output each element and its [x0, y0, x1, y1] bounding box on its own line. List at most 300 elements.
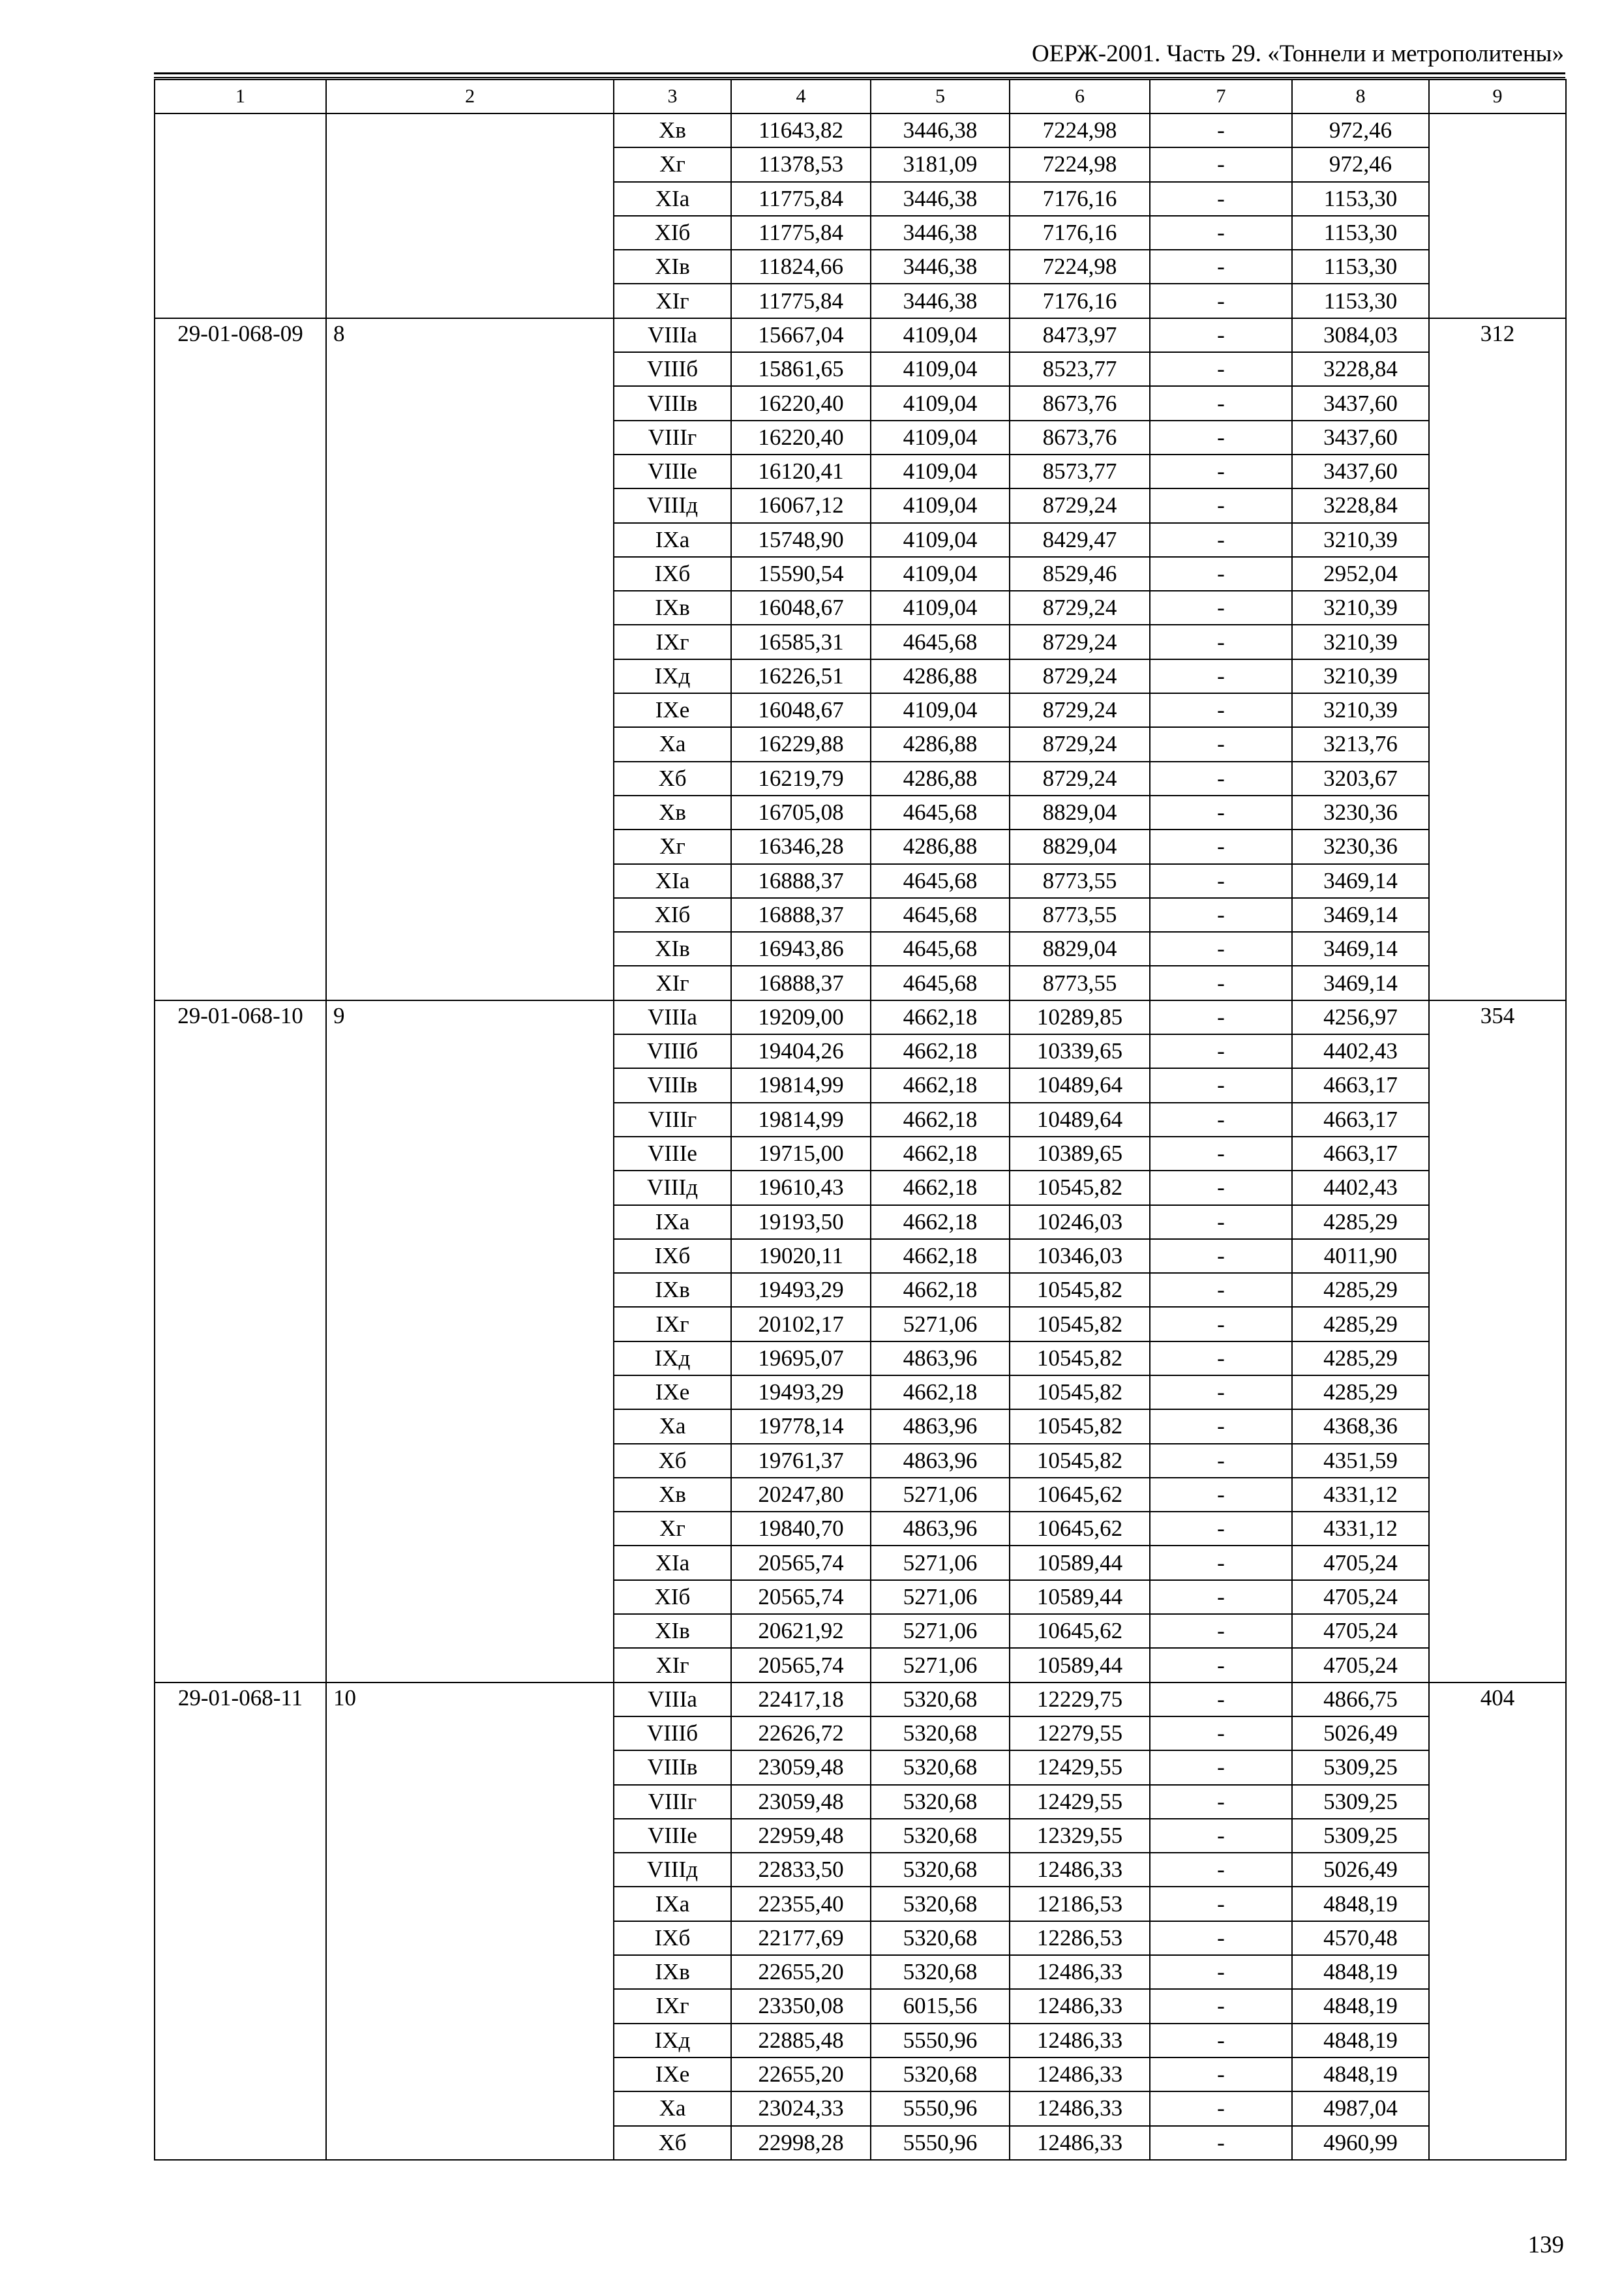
materials-cost: 4285,29	[1292, 1307, 1429, 1341]
machine-cost: 10489,64	[1010, 1103, 1150, 1137]
machinist-wages: -	[1150, 1478, 1292, 1512]
wages: 4109,04	[871, 455, 1010, 488]
wages: 4662,18	[871, 1171, 1010, 1204]
rate-code	[155, 113, 326, 318]
materials-cost: 1153,30	[1292, 182, 1429, 216]
row-label: IXб	[614, 1921, 731, 1955]
machine-cost: 8529,46	[1010, 557, 1150, 591]
row-label: VIIIа	[614, 318, 731, 352]
wages: 4645,68	[871, 898, 1010, 932]
materials-cost: 4705,24	[1292, 1546, 1429, 1579]
machine-cost: 8573,77	[1010, 455, 1150, 488]
machine-cost: 7224,98	[1010, 147, 1150, 181]
total-cost: 19778,14	[731, 1409, 871, 1443]
machine-cost: 8673,76	[1010, 386, 1150, 420]
machinist-wages: -	[1150, 1853, 1292, 1887]
machinist-wages: -	[1150, 1614, 1292, 1648]
materials-cost: 4663,17	[1292, 1103, 1429, 1137]
wages: 5271,06	[871, 1648, 1010, 1682]
materials-cost: 3203,67	[1292, 762, 1429, 796]
total-cost: 19814,99	[731, 1103, 871, 1137]
row-label: XIа	[614, 182, 731, 216]
total-cost: 15667,04	[731, 318, 871, 352]
row-label: Xа	[614, 727, 731, 761]
total-cost: 19840,70	[731, 1512, 871, 1546]
row-label: XIг	[614, 966, 731, 1000]
materials-cost: 3469,14	[1292, 898, 1429, 932]
machine-cost: 8829,04	[1010, 830, 1150, 863]
machinist-wages: -	[1150, 659, 1292, 693]
wages: 4662,18	[871, 1239, 1010, 1273]
total-cost: 16120,41	[731, 455, 871, 488]
machinist-wages: -	[1150, 1068, 1292, 1102]
machinist-wages: -	[1150, 796, 1292, 830]
machine-cost: 12279,55	[1010, 1716, 1150, 1750]
row-label: IXд	[614, 659, 731, 693]
row-label: Xб	[614, 1444, 731, 1478]
total-cost: 20621,92	[731, 1614, 871, 1648]
wages: 4109,04	[871, 386, 1010, 420]
machinist-wages: -	[1150, 1239, 1292, 1273]
rate-code: 29-01-068-11	[155, 1683, 326, 2160]
total-cost: 23024,33	[731, 2091, 871, 2125]
materials-cost: 4285,29	[1292, 1205, 1429, 1239]
rate-description: 9	[326, 1000, 614, 1683]
machinist-wages: -	[1150, 1375, 1292, 1409]
row-label: IXа	[614, 1205, 731, 1239]
machinist-wages: -	[1150, 1034, 1292, 1068]
wages: 5320,68	[871, 1853, 1010, 1887]
total-cost: 19695,07	[731, 1341, 871, 1375]
materials-cost: 4866,75	[1292, 1683, 1429, 1716]
wages: 6015,56	[871, 1989, 1010, 2023]
row-label: IXг	[614, 1989, 731, 2023]
row-label: VIIIг	[614, 421, 731, 455]
machinist-wages: -	[1150, 1444, 1292, 1478]
total-cost: 19814,99	[731, 1068, 871, 1102]
machine-cost: 10489,64	[1010, 1068, 1150, 1102]
machine-cost: 12486,33	[1010, 1955, 1150, 1989]
total-cost: 23059,48	[731, 1785, 871, 1819]
machine-cost: 8729,24	[1010, 659, 1150, 693]
materials-cost: 5026,49	[1292, 1716, 1429, 1750]
machinist-wages: -	[1150, 421, 1292, 455]
machine-cost: 10545,82	[1010, 1171, 1150, 1204]
total-cost: 16229,88	[731, 727, 871, 761]
machine-cost: 8523,77	[1010, 352, 1150, 386]
total-cost: 16346,28	[731, 830, 871, 863]
total-cost: 22833,50	[731, 1853, 871, 1887]
rate-description: 8	[326, 318, 614, 1000]
wages: 4645,68	[871, 966, 1010, 1000]
total-cost: 22885,48	[731, 2024, 871, 2057]
row-label: XIб	[614, 216, 731, 250]
machinist-wages: -	[1150, 1409, 1292, 1443]
row-label: VIIIв	[614, 1068, 731, 1102]
total-cost: 22655,20	[731, 2057, 871, 2091]
table-body	[155, 80, 1566, 2160]
materials-cost: 4848,19	[1292, 1989, 1429, 2023]
row-label: VIIIд	[614, 1171, 731, 1204]
total-cost: 16220,40	[731, 421, 871, 455]
machine-cost: 12486,33	[1010, 2126, 1150, 2160]
total-cost: 22998,28	[731, 2126, 871, 2160]
column-number: 2	[326, 80, 614, 113]
wages: 4109,04	[871, 488, 1010, 522]
machinist-wages: -	[1150, 591, 1292, 625]
machine-cost: 8729,24	[1010, 591, 1150, 625]
materials-cost: 4960,99	[1292, 2126, 1429, 2160]
machine-cost: 12486,33	[1010, 2024, 1150, 2057]
total-cost: 19761,37	[731, 1444, 871, 1478]
materials-cost: 5026,49	[1292, 1853, 1429, 1887]
machinist-wages: -	[1150, 1955, 1292, 1989]
row-label: IXе	[614, 2057, 731, 2091]
total-cost: 15590,54	[731, 557, 871, 591]
materials-cost: 1153,30	[1292, 216, 1429, 250]
total-cost: 16888,37	[731, 966, 871, 1000]
row-label: Xв	[614, 1478, 731, 1512]
total-cost: 16888,37	[731, 898, 871, 932]
column-number: 6	[1010, 80, 1150, 113]
wages: 5271,06	[871, 1546, 1010, 1579]
wages: 4645,68	[871, 932, 1010, 966]
machine-cost: 12429,55	[1010, 1750, 1150, 1784]
wages: 4286,88	[871, 830, 1010, 863]
machine-cost: 10246,03	[1010, 1205, 1150, 1239]
machinist-wages: -	[1150, 762, 1292, 796]
row-label: Xг	[614, 1512, 731, 1546]
materials-cost: 4705,24	[1292, 1648, 1429, 1682]
machinist-wages: -	[1150, 2024, 1292, 2057]
wages: 4863,96	[871, 1341, 1010, 1375]
total-cost: 19209,00	[731, 1000, 871, 1034]
rate-description	[326, 113, 614, 318]
machinist-wages: -	[1150, 216, 1292, 250]
wages: 4286,88	[871, 727, 1010, 761]
materials-cost: 3228,84	[1292, 488, 1429, 522]
machine-cost: 12486,33	[1010, 1989, 1150, 2023]
row-label: VIIIг	[614, 1103, 731, 1137]
total-cost: 11775,84	[731, 284, 871, 318]
materials-cost: 4663,17	[1292, 1068, 1429, 1102]
machinist-wages: -	[1150, 1716, 1292, 1750]
machinist-wages: -	[1150, 1000, 1292, 1034]
wages: 4662,18	[871, 1000, 1010, 1034]
machine-cost: 7176,16	[1010, 284, 1150, 318]
machine-cost: 8473,97	[1010, 318, 1150, 352]
rate-code: 29-01-068-10	[155, 1000, 326, 1683]
machinist-wages: -	[1150, 250, 1292, 284]
row-label: XIг	[614, 284, 731, 318]
materials-cost: 4848,19	[1292, 1887, 1429, 1921]
wages: 4662,18	[871, 1034, 1010, 1068]
total-cost: 16888,37	[731, 864, 871, 898]
machinist-wages: -	[1150, 488, 1292, 522]
total-cost: 19493,29	[731, 1273, 871, 1307]
row-label: VIIIб	[614, 1034, 731, 1068]
materials-cost: 3437,60	[1292, 455, 1429, 488]
machine-cost: 10389,65	[1010, 1137, 1150, 1171]
machine-cost: 7176,16	[1010, 216, 1150, 250]
machine-cost: 12286,53	[1010, 1921, 1150, 1955]
wages: 3446,38	[871, 113, 1010, 147]
total-cost: 11643,82	[731, 113, 871, 147]
materials-cost: 4351,59	[1292, 1444, 1429, 1478]
row-label: IXб	[614, 1239, 731, 1273]
materials-cost: 4987,04	[1292, 2091, 1429, 2125]
wages: 4662,18	[871, 1103, 1010, 1137]
materials-cost: 5309,25	[1292, 1819, 1429, 1853]
machinist-wages: -	[1150, 1546, 1292, 1579]
wages: 5550,96	[871, 2126, 1010, 2160]
row-label: XIв	[614, 932, 731, 966]
total-cost: 22959,48	[731, 1819, 871, 1853]
row-label: VIIIб	[614, 1716, 731, 1750]
machine-cost: 12186,53	[1010, 1887, 1150, 1921]
wages: 4662,18	[871, 1375, 1010, 1409]
wages: 4109,04	[871, 693, 1010, 727]
machine-cost: 12429,55	[1010, 1785, 1150, 1819]
materials-cost: 4402,43	[1292, 1034, 1429, 1068]
machine-cost: 8429,47	[1010, 523, 1150, 557]
materials-cost: 4705,24	[1292, 1614, 1429, 1648]
column-number: 7	[1150, 80, 1292, 113]
materials-cost: 3210,39	[1292, 625, 1429, 659]
wages: 4109,04	[871, 591, 1010, 625]
row-label: VIIIа	[614, 1000, 731, 1034]
machine-cost: 10545,82	[1010, 1307, 1150, 1341]
wages: 4662,18	[871, 1273, 1010, 1307]
materials-cost: 3084,03	[1292, 318, 1429, 352]
machinist-wages: -	[1150, 1819, 1292, 1853]
header-rule-thin	[154, 77, 1565, 78]
machinist-wages: -	[1150, 352, 1292, 386]
total-cost: 19020,11	[731, 1239, 871, 1273]
wages: 4645,68	[871, 864, 1010, 898]
wages: 5320,68	[871, 1785, 1010, 1819]
row-label: Xб	[614, 762, 731, 796]
machinist-wages: -	[1150, 1512, 1292, 1546]
materials-cost: 4663,17	[1292, 1137, 1429, 1171]
machine-cost: 10589,44	[1010, 1546, 1150, 1579]
row-label: Xв	[614, 113, 731, 147]
wages: 5320,68	[871, 1887, 1010, 1921]
row-label: XIа	[614, 1546, 731, 1579]
machine-cost: 12229,75	[1010, 1683, 1150, 1716]
wages: 4662,18	[871, 1068, 1010, 1102]
total-cost: 16067,12	[731, 488, 871, 522]
machinist-wages: -	[1150, 1171, 1292, 1204]
total-cost: 22177,69	[731, 1921, 871, 1955]
machinist-wages: -	[1150, 864, 1292, 898]
total-cost: 19404,26	[731, 1034, 871, 1068]
machine-cost: 8829,04	[1010, 932, 1150, 966]
wages: 4863,96	[871, 1512, 1010, 1546]
machine-cost: 10289,85	[1010, 1000, 1150, 1034]
machinist-wages: -	[1150, 1137, 1292, 1171]
materials-cost: 3228,84	[1292, 352, 1429, 386]
row-label: VIIIв	[614, 1750, 731, 1784]
row-label: VIIIв	[614, 386, 731, 420]
row-label: IXа	[614, 523, 731, 557]
materials-cost: 3210,39	[1292, 523, 1429, 557]
wages: 5320,68	[871, 1683, 1010, 1716]
materials-cost: 4705,24	[1292, 1580, 1429, 1614]
row-label: IXг	[614, 1307, 731, 1341]
materials-cost: 3230,36	[1292, 830, 1429, 863]
machinist-wages: -	[1150, 1580, 1292, 1614]
machinist-wages: -	[1150, 1273, 1292, 1307]
total-cost: 19193,50	[731, 1205, 871, 1239]
wages: 5271,06	[871, 1580, 1010, 1614]
machine-cost: 10545,82	[1010, 1409, 1150, 1443]
total-cost: 11824,66	[731, 250, 871, 284]
machinist-wages: -	[1150, 523, 1292, 557]
total-cost: 20565,74	[731, 1648, 871, 1682]
materials-cost: 3210,39	[1292, 659, 1429, 693]
machinist-wages: -	[1150, 1341, 1292, 1375]
machine-cost: 10545,82	[1010, 1341, 1150, 1375]
wages: 4109,04	[871, 523, 1010, 557]
row-label: VIIIд	[614, 1853, 731, 1887]
row-label: VIIIе	[614, 1137, 731, 1171]
wages: 3446,38	[871, 250, 1010, 284]
wages: 5550,96	[871, 2024, 1010, 2057]
wages: 4286,88	[871, 762, 1010, 796]
materials-cost: 1153,30	[1292, 284, 1429, 318]
wages: 3446,38	[871, 284, 1010, 318]
materials-cost: 4848,19	[1292, 2024, 1429, 2057]
total-cost: 11775,84	[731, 182, 871, 216]
row-label: VIIIе	[614, 455, 731, 488]
total-cost: 22417,18	[731, 1683, 871, 1716]
row-label: XIб	[614, 1580, 731, 1614]
materials-cost: 2952,04	[1292, 557, 1429, 591]
total-cost: 23059,48	[731, 1750, 871, 1784]
total-cost: 23350,08	[731, 1989, 871, 2023]
machine-cost: 10589,44	[1010, 1648, 1150, 1682]
row-label: VIIIб	[614, 352, 731, 386]
materials-cost: 4402,43	[1292, 1171, 1429, 1204]
total-cost: 22655,20	[731, 1955, 871, 1989]
total-cost: 15861,65	[731, 352, 871, 386]
materials-cost: 972,46	[1292, 113, 1429, 147]
machinist-wages: -	[1150, 898, 1292, 932]
wages: 5271,06	[871, 1478, 1010, 1512]
machinist-wages: -	[1150, 1750, 1292, 1784]
total-cost: 15748,90	[731, 523, 871, 557]
machine-cost: 10346,03	[1010, 1239, 1150, 1273]
total-cost: 19610,43	[731, 1171, 871, 1204]
machine-cost: 7176,16	[1010, 182, 1150, 216]
labor-hours: 312	[1429, 318, 1566, 1000]
wages: 4662,18	[871, 1205, 1010, 1239]
total-cost: 19493,29	[731, 1375, 871, 1409]
header-rule-thick	[154, 72, 1565, 74]
machinist-wages: -	[1150, 182, 1292, 216]
row-label: Xа	[614, 2091, 731, 2125]
total-cost: 20565,74	[731, 1546, 871, 1579]
total-cost: 19715,00	[731, 1137, 871, 1171]
row-label: XIв	[614, 1614, 731, 1648]
machinist-wages: -	[1150, 557, 1292, 591]
materials-cost: 4285,29	[1292, 1273, 1429, 1307]
total-cost: 20565,74	[731, 1580, 871, 1614]
materials-cost: 972,46	[1292, 147, 1429, 181]
machine-cost: 12486,33	[1010, 2057, 1150, 2091]
wages: 3181,09	[871, 147, 1010, 181]
total-cost: 16220,40	[731, 386, 871, 420]
wages: 4286,88	[871, 659, 1010, 693]
materials-cost: 3230,36	[1292, 796, 1429, 830]
row-label: IXг	[614, 625, 731, 659]
rates-table	[154, 79, 1567, 2161]
machine-cost: 8729,24	[1010, 727, 1150, 761]
page-number: 139	[1527, 2232, 1564, 2258]
machine-cost: 10645,62	[1010, 1478, 1150, 1512]
row-label: XIг	[614, 1648, 731, 1682]
wages: 4109,04	[871, 421, 1010, 455]
machine-cost: 12486,33	[1010, 2091, 1150, 2125]
wages: 4645,68	[871, 796, 1010, 830]
materials-cost: 3210,39	[1292, 693, 1429, 727]
materials-cost: 5309,25	[1292, 1750, 1429, 1784]
machinist-wages: -	[1150, 1307, 1292, 1341]
row-label: IXд	[614, 2024, 731, 2057]
machine-cost: 12329,55	[1010, 1819, 1150, 1853]
row-label: Xа	[614, 1409, 731, 1443]
total-cost: 16585,31	[731, 625, 871, 659]
total-cost: 16219,79	[731, 762, 871, 796]
machinist-wages: -	[1150, 1989, 1292, 2023]
total-cost: 16705,08	[731, 796, 871, 830]
materials-cost: 3210,39	[1292, 591, 1429, 625]
row-label: XIв	[614, 250, 731, 284]
column-number-row	[155, 80, 1566, 113]
wages: 5320,68	[871, 1819, 1010, 1853]
machine-cost: 12486,33	[1010, 1853, 1150, 1887]
total-cost: 11775,84	[731, 216, 871, 250]
wages: 3446,38	[871, 182, 1010, 216]
machinist-wages: -	[1150, 1205, 1292, 1239]
column-number: 8	[1292, 80, 1429, 113]
row-label: Xв	[614, 796, 731, 830]
machine-cost: 8773,55	[1010, 966, 1150, 1000]
column-number: 4	[731, 80, 871, 113]
row-label: IXд	[614, 1341, 731, 1375]
machine-cost: 8829,04	[1010, 796, 1150, 830]
column-number: 5	[871, 80, 1010, 113]
machinist-wages: -	[1150, 830, 1292, 863]
machinist-wages: -	[1150, 2126, 1292, 2160]
row-label: IXб	[614, 557, 731, 591]
row-label: VIIIг	[614, 1785, 731, 1819]
machinist-wages: -	[1150, 386, 1292, 420]
row-label: Xг	[614, 147, 731, 181]
total-cost: 16048,67	[731, 693, 871, 727]
machinist-wages: -	[1150, 2091, 1292, 2125]
machinist-wages: -	[1150, 147, 1292, 181]
row-label: VIIIе	[614, 1819, 731, 1853]
machinist-wages: -	[1150, 932, 1292, 966]
machinist-wages: -	[1150, 1921, 1292, 1955]
materials-cost: 3469,14	[1292, 932, 1429, 966]
row-label: XIб	[614, 898, 731, 932]
materials-cost: 1153,30	[1292, 250, 1429, 284]
machine-cost: 7224,98	[1010, 250, 1150, 284]
machinist-wages: -	[1150, 1785, 1292, 1819]
